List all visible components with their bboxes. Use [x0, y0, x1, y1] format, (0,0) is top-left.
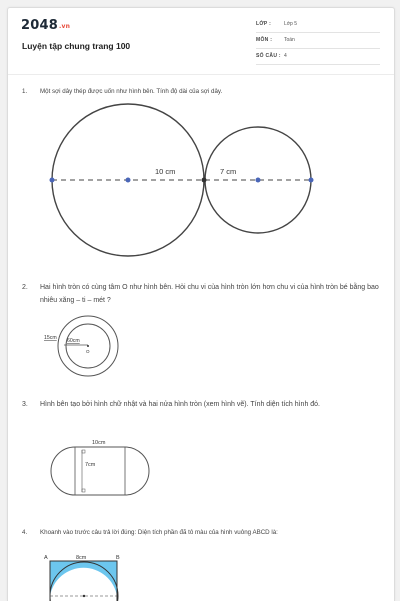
question-1-number: 1. — [22, 88, 28, 95]
meta-count-label: SỐ CÂU : — [256, 53, 281, 59]
label-10cm: 10cm — [92, 440, 106, 446]
question-4-text: Khoanh vào trước câu trả lời đúng: Diện tích phần đã tô màu của hình vuông ABCD là: — [40, 529, 278, 536]
question-3-number: 3. — [22, 401, 28, 408]
question-2-text: Hai hình tròn có cùng tâm O như hình bên. Hỏi chu vi của hình tròn lớn hơn chu vi của hình tròn bé bằng bao nhiêu xăng – ti – mét ? — [40, 284, 379, 304]
label-b: B — [116, 555, 120, 561]
label-8cm: 8cm — [76, 555, 87, 561]
meta-subject-label: MÔN : — [256, 37, 273, 43]
question-3-text: Hình bên tạo bởi hình chữ nhật và hai nửa hình tròn (xem hình vẽ). Tính diện tích hình đó. — [40, 401, 321, 408]
meta-subject-value: Toán — [284, 37, 295, 43]
label-7cm: 7cm — [85, 462, 96, 468]
label-15cm: 15cm — [44, 335, 57, 341]
logo-text: 2048 — [21, 18, 58, 33]
center-point — [83, 595, 85, 597]
label-a: A — [44, 555, 48, 561]
meta-count-value: 4 — [284, 53, 287, 59]
label-60cm: 60cm — [67, 338, 80, 344]
question-1-text: Một sợi dây thép được uốn như hình bên. Tính độ dài của sợi dây. — [40, 88, 223, 95]
question-2-number: 2. — [22, 284, 28, 291]
label-o: O — [86, 349, 90, 354]
meta-grade-value: Lớp 5 — [284, 21, 298, 27]
worksheet — [7, 7, 395, 601]
label-7cm: 7 cm — [220, 167, 237, 176]
question-4-figure — [8, 8, 394, 601]
question-4-number: 4. — [22, 529, 28, 536]
worksheet-title: Luyện tập chung trang 100 — [22, 41, 131, 51]
meta-grade-label: LỚP : — [256, 21, 272, 27]
logo-suffix: .vn — [58, 23, 71, 30]
label-10cm: 10 cm — [155, 167, 176, 176]
